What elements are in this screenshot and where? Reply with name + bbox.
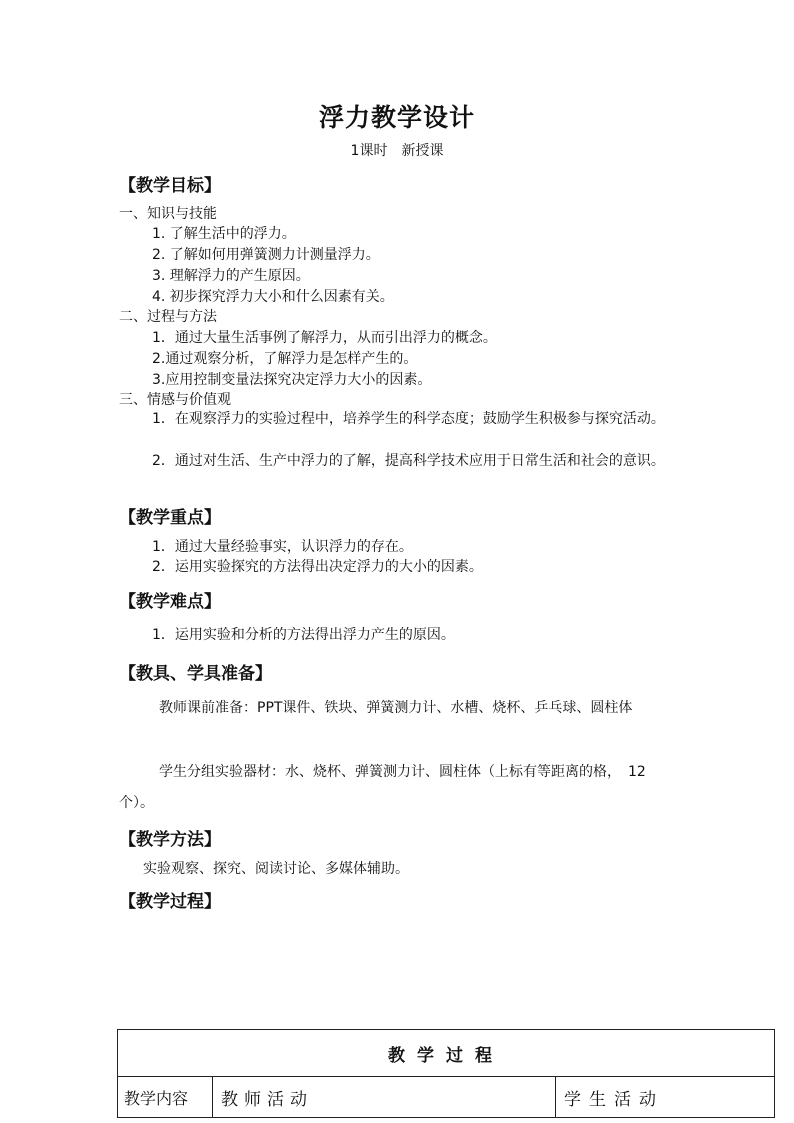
materials-heading: 【教具、学具准备】 xyxy=(119,664,272,684)
document-title: 浮力教学设计 xyxy=(318,103,475,132)
emotion-item: 2．通过对生活、生产中浮力的了解，提高科学技术应用于日常生活和社会的意识。 xyxy=(152,453,665,469)
process-table xyxy=(117,1029,775,1118)
column-header-teacher: 教师活动 xyxy=(213,1077,556,1118)
knowledge-item: 1. 了解生活中的浮力。 xyxy=(152,226,296,242)
materials-teacher: 教师课前准备：PPT课件、铁块、弹簧测力计、水槽、烧杯、乒乓球、圆柱体 xyxy=(159,700,633,716)
knowledge-item: 2. 了解如何用弹簧测力计测量浮力。 xyxy=(152,247,380,263)
knowledge-heading: 一、知识与技能 xyxy=(119,206,217,222)
knowledge-item: 3. 理解浮力的产生原因。 xyxy=(152,268,310,284)
emotion-item: 1．在观察浮力的实验过程中，培养学生的科学态度；鼓励学生积极参与探究活动。 xyxy=(152,411,665,427)
procedure-heading: 【教学过程】 xyxy=(119,892,221,912)
materials-student: 学生分组实验器材：水、烧杯、弹簧测力计、圆柱体（上标有等距离的格， 12个）。 xyxy=(119,764,646,811)
column-header-student: 学生活动 xyxy=(556,1077,775,1118)
process-heading: 二、过程与方法 xyxy=(119,309,217,325)
methods-heading: 【教学方法】 xyxy=(119,830,221,850)
methods-text: 实验观察、探究、阅读讨论、多媒体辅助。 xyxy=(143,861,409,877)
process-item: 1．通过大量生活事例了解浮力，从而引出浮力的概念。 xyxy=(152,330,497,346)
process-item: 2.通过观察分析，了解浮力是怎样产生的。 xyxy=(152,351,418,367)
column-header-content: 教学内容 xyxy=(118,1077,213,1118)
key-point-item: 2．运用实验探究的方法得出决定浮力的大小的因素。 xyxy=(152,559,483,575)
objectives-heading: 【教学目标】 xyxy=(119,176,221,196)
process-table-title: 教学过程 xyxy=(118,1030,775,1077)
difficulty-item: 1．运用实验和分析的方法得出浮力产生的原因。 xyxy=(152,627,455,643)
document-subtitle: 1课时 新授课 xyxy=(350,143,444,159)
knowledge-item: 4. 初步探究浮力大小和什么因素有关。 xyxy=(152,289,394,305)
emotion-heading: 三、情感与价值观 xyxy=(119,392,231,408)
difficulties-heading: 【教学难点】 xyxy=(119,592,221,612)
process-item: 3.应用控制变量法探究决定浮力大小的因素。 xyxy=(152,372,432,388)
key-points-heading: 【教学重点】 xyxy=(119,508,221,528)
key-point-item: 1．通过大量经验事实，认识浮力的存在。 xyxy=(152,539,413,555)
